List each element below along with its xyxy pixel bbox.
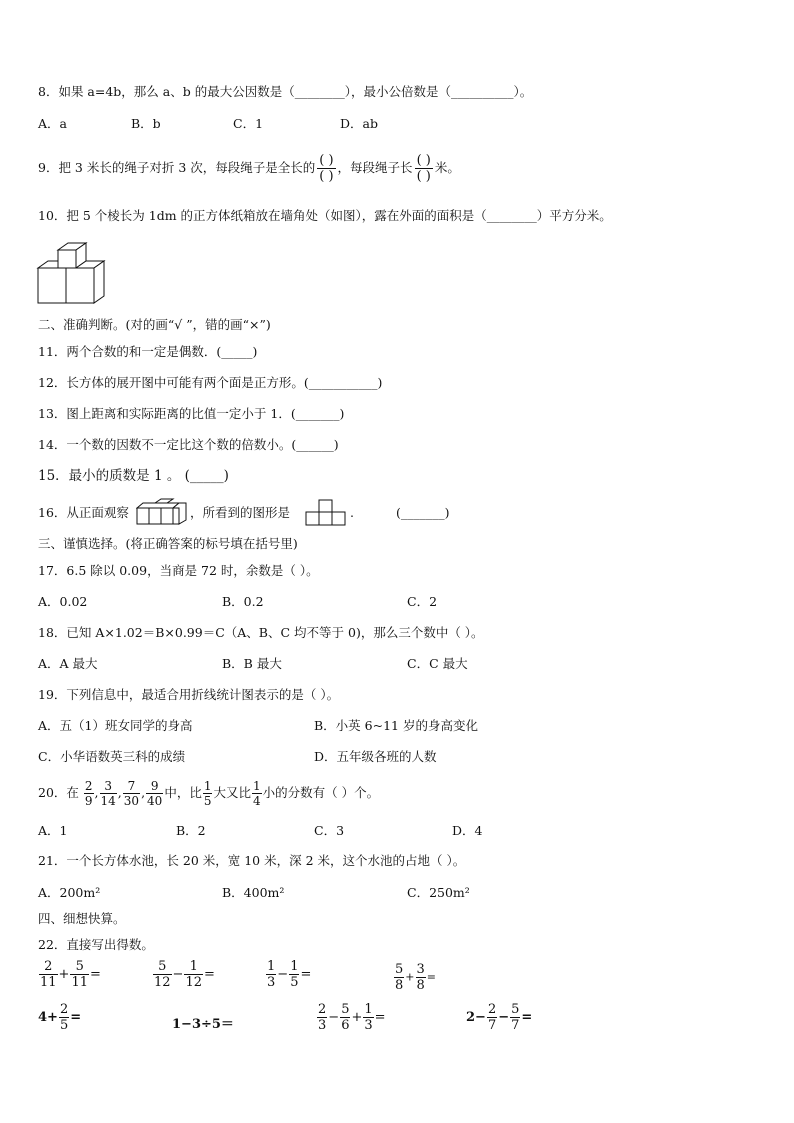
- section3-title: 三、谨慎选择。(将正确答案的标号填在括号里): [38, 536, 298, 551]
- q21-option-a: A．200m²: [38, 885, 101, 900]
- q18-option-a: A．A 最大: [38, 656, 98, 671]
- q8-option-b: B．b: [131, 116, 161, 131]
- q9-blank-fraction-1: $\frac{( )}{( )}$: [319, 153, 334, 184]
- q20-option-d: D．4: [452, 823, 483, 838]
- q18-option-b: B．B 最大: [222, 656, 282, 671]
- q19-option-a: A．五（1）班女同学的身高: [38, 718, 193, 733]
- q20-fraction-1: $\frac{2}{9}$: [84, 779, 93, 808]
- q16-part1: 16．从正面观察: [38, 505, 129, 520]
- q16-blank: (_______): [396, 505, 450, 520]
- cube-stack-figure: [36, 240, 108, 306]
- q13-text: 13．图上距离和实际距离的比值一定小于 1．(_______): [38, 406, 345, 421]
- cube-row-figure: [136, 498, 188, 526]
- q19-option-d: D．五年级各班的人数: [314, 749, 437, 764]
- q8-option-d: D．ab: [340, 116, 378, 131]
- calc-r1-c4: $\frac{5}{8}$ + $\frac{3}{8}$ =: [395, 962, 436, 993]
- q21-option-c: C．250m²: [407, 885, 470, 900]
- q20-prefix: 20．在: [38, 785, 79, 800]
- calc-r2-c1: 4+ $\frac{2}{5}$ =: [38, 1002, 82, 1033]
- section4-title: 四、细想快算。: [38, 911, 126, 926]
- q9-part3: 米。: [434, 160, 460, 175]
- q20-line: 20．在 $\frac{2}{9}$ , $\frac{3}{14}$ , $\frac{7}{30}$ , $\frac{9}{40}$ 中，比 $\frac{1}{5}$ 大又比 $\frac{1}{4}$ 小的分数有（ ）个。: [38, 779, 380, 808]
- q17-option-b: B．0.2: [222, 594, 264, 609]
- q20-in-mid: 中，比: [164, 785, 202, 800]
- q17-text: 17．6.5 除以 0.09，当商是 72 时，余数是（ ）。: [38, 563, 319, 578]
- q8-option-a: A．a: [38, 116, 67, 131]
- calc-r1-c2: $\frac{5}{12}$ − $\frac{1}{12}$ =: [154, 959, 215, 990]
- calc-r1-c3: $\frac{1}{3}$ − $\frac{1}{5}$ =: [267, 959, 312, 990]
- q20-upper-bound: $\frac{1}{4}$: [253, 779, 261, 808]
- calc-r2-c2: 1−3÷5＝: [172, 1017, 234, 1032]
- q9-blank-fraction-2: $\frac{( )}{( )}$: [416, 153, 431, 184]
- front-view-figure: [305, 499, 347, 527]
- q10-text: 10．把 5 个棱长为 1dm 的正方体纸箱放在墙角处（如图），露在外面的面积是（________）平方分米。: [38, 208, 612, 223]
- q20-suffix: 小的分数有（ ）个。: [262, 785, 380, 800]
- q18-text: 18．已知 A×1.02＝B×0.99＝C（A、B、C 均不等于 0)，那么三个数中（ ）。: [38, 625, 484, 640]
- q20-fraction-4: $\frac{9}{40}$: [147, 779, 163, 808]
- q19-option-c: C．小华语数英三科的成绩: [38, 749, 186, 764]
- q14-text: 14．一个数的因数不一定比这个数的倍数小。(______): [38, 437, 339, 452]
- q8-text: 8．如果 a=4b，那么 a、b 的最大公因数是（________），最小公倍数是（__________）。: [38, 84, 533, 99]
- q20-fraction-2: $\frac{3}{14}$: [100, 779, 116, 808]
- q18-option-c: C．C 最大: [407, 656, 468, 671]
- q8-option-c: C．1: [233, 116, 264, 131]
- q19-option-b: B．小英 6~11 岁的身高变化: [314, 718, 478, 733]
- q15-text: 15．最小的质数是 1 。 (_____): [38, 468, 229, 484]
- q9-part2: ，每段绳子长: [337, 160, 413, 175]
- q20-fraction-3: $\frac{7}{30}$: [123, 779, 140, 808]
- q20-option-c: C．3: [314, 823, 345, 838]
- calc-r2-c4: 2− $\frac{2}{7}$ − $\frac{5}{7}$ =: [466, 1002, 533, 1033]
- q21-text: 21．一个长方体水池，长 20 米，宽 10 米，深 2 米，这个水池的占地（ ）。: [38, 853, 466, 868]
- q21-option-b: B．400m²: [222, 885, 285, 900]
- q19-text: 19．下列信息中，最适合用折线统计图表示的是（ ）。: [38, 687, 340, 702]
- section2-title: 二、准确判断。(对的画“√ ”，错的画“×”): [38, 317, 271, 332]
- q20-mid2: 大又比: [213, 785, 251, 800]
- q12-text: 12．长方体的展开图中可能有两个面是正方形。(___________): [38, 375, 383, 390]
- q17-option-a: A．0.02: [38, 594, 88, 609]
- calc-r2-c3: $\frac{2}{3}$ − $\frac{5}{6}$ + $\frac{1}{3}$ =: [318, 1002, 386, 1033]
- calc-r1-c1: $\frac{2}{11}$ + $\frac{5}{11}$ =: [40, 959, 101, 990]
- q22-title: 22．直接写出得数。: [38, 937, 154, 952]
- q11-text: 11．两个合数的和一定是偶数．(_____): [38, 344, 258, 359]
- q16-part2: ，所看到的图形是: [190, 505, 291, 520]
- q9-line: [38, 148, 460, 188]
- q20-option-a: A．1: [38, 823, 68, 838]
- q20-lower-bound: $\frac{1}{5}$: [203, 779, 212, 808]
- q20-option-b: B．2: [176, 823, 206, 838]
- q17-option-c: C．2: [407, 594, 438, 609]
- q16-part3: .: [350, 505, 354, 520]
- q9-part1: 9．把 3 米长的绳子对折 3 次，每段绳子是全长的: [38, 160, 316, 175]
